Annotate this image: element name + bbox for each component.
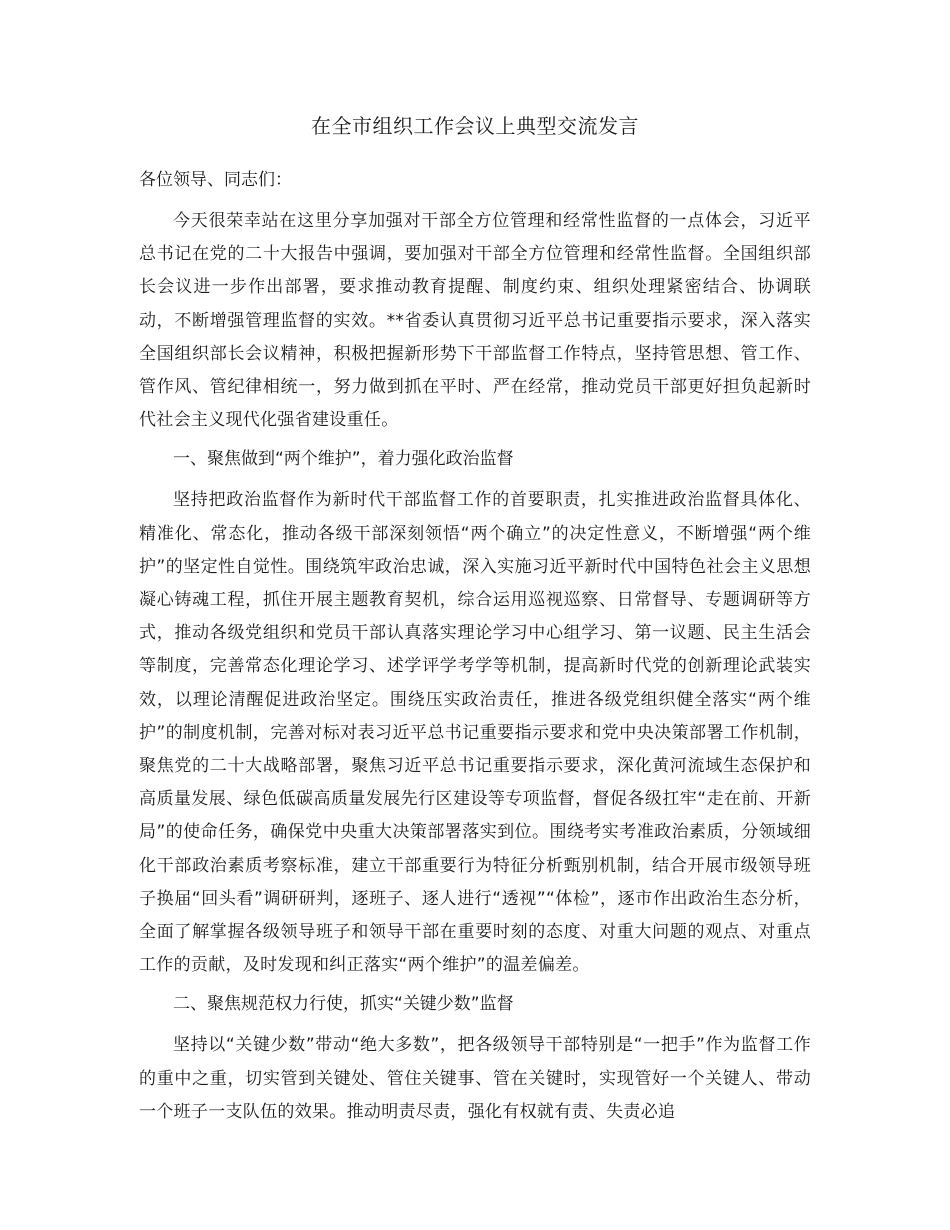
document-title: 在全市组织工作会议上典型交流发言: [311, 114, 639, 138]
section-1-heading: 一、聚焦做到“两个维护”，着力强化政治监督: [173, 449, 514, 470]
intro-paragraph: 今天很荣幸站在这里分享加强对干部全方位管理和经常性监督的一点体会，习近平总书记在党的二十大报告中强调，要加强对干部全方位管理和经常性监督。全国组织部长会议进一步作出部署，要求推动教育提醒、制度约束、组织处理紧密结合、协调联动，不断增强管理监督的实效。**省委认真贯彻习近平总书记重要指示要求，深入落实全国组织部长会议精神，积极把握新形势下干部监督工作特点，坚持管思想、管工作、管作风、管纪律相统一，努力做到抓在平时、严在经常，推动党员干部更好担负起新时代社会主义现代化强省建设重任。: [139, 211, 811, 431]
section-2-paragraph: 坚持以“关键少数”带动“绝大多数”，把各级领导干部特别是“一把手”作为监督工作的重中之重，切实管到关键处、管住关键事、管在关键时，实现管好一个关键人、带动一个班子一支队伍的效果。推动明责尽责，强化有权就有责、失责必追: [139, 1035, 811, 1122]
document-page: [139, 108, 811, 1135]
section-2-heading: 二、聚焦规范权力行使，抓实“关键少数”监督: [173, 994, 514, 1015]
salutation: 各位领导、同志们：: [139, 170, 292, 190]
section-1-paragraph: 坚持把政治监督作为新时代干部监督工作的首要职责，扎实推进政治监督具体化、精准化、常态化，推动各级干部深刻领悟“两个确立”的决定性意义，不断增强“两个维护”的坚定性自觉性。围绕筑牢政治忠诚，深入实施习近平新时代中国特色社会主义思想凝心铸魂工程，抓住开展主题教育契机，综合运用巡视巡察、日常督导、专题调研等方式，推动各级党组织和党员干部认真落实理论学习中心组学习、第一议题、民主生活会等制度，完善常态化理论学习、述学评学考学等机制，提高新时代党的创新理论武装实效，以理论清醒促进政治坚定。围绕压实政治责任，推进各级党组织健全落实“两个维护”的制度机制，完善对标对表习近平总书记重要指示要求和党中央决策部署工作机制，聚焦党的二十大战略部署，聚焦习近平总书记重要指示要求，深化黄河流域生态保护和高质量发展、绿色低碳高质量发展先行区建设等专项监督，督促各级扛牢“走在前、开新局”的使命任务，确保党中央重大决策部署落实到位。围绕考实考准政治素质，分领域细化干部政治素质考察标准，建立干部重要行为特征分析甄别机制，结合开展市级领导班子换届“回头看”调研研判，逐班子、逐人进行“透视”“体检”，逐市作出政治生态分析，全面了解掌握各级领导班子和领导干部在重要时刻的态度、对重大问题的观点、对重点工作的贡献，及时发现和纠正落实“两个维护”的温差偏差。: [139, 490, 811, 976]
